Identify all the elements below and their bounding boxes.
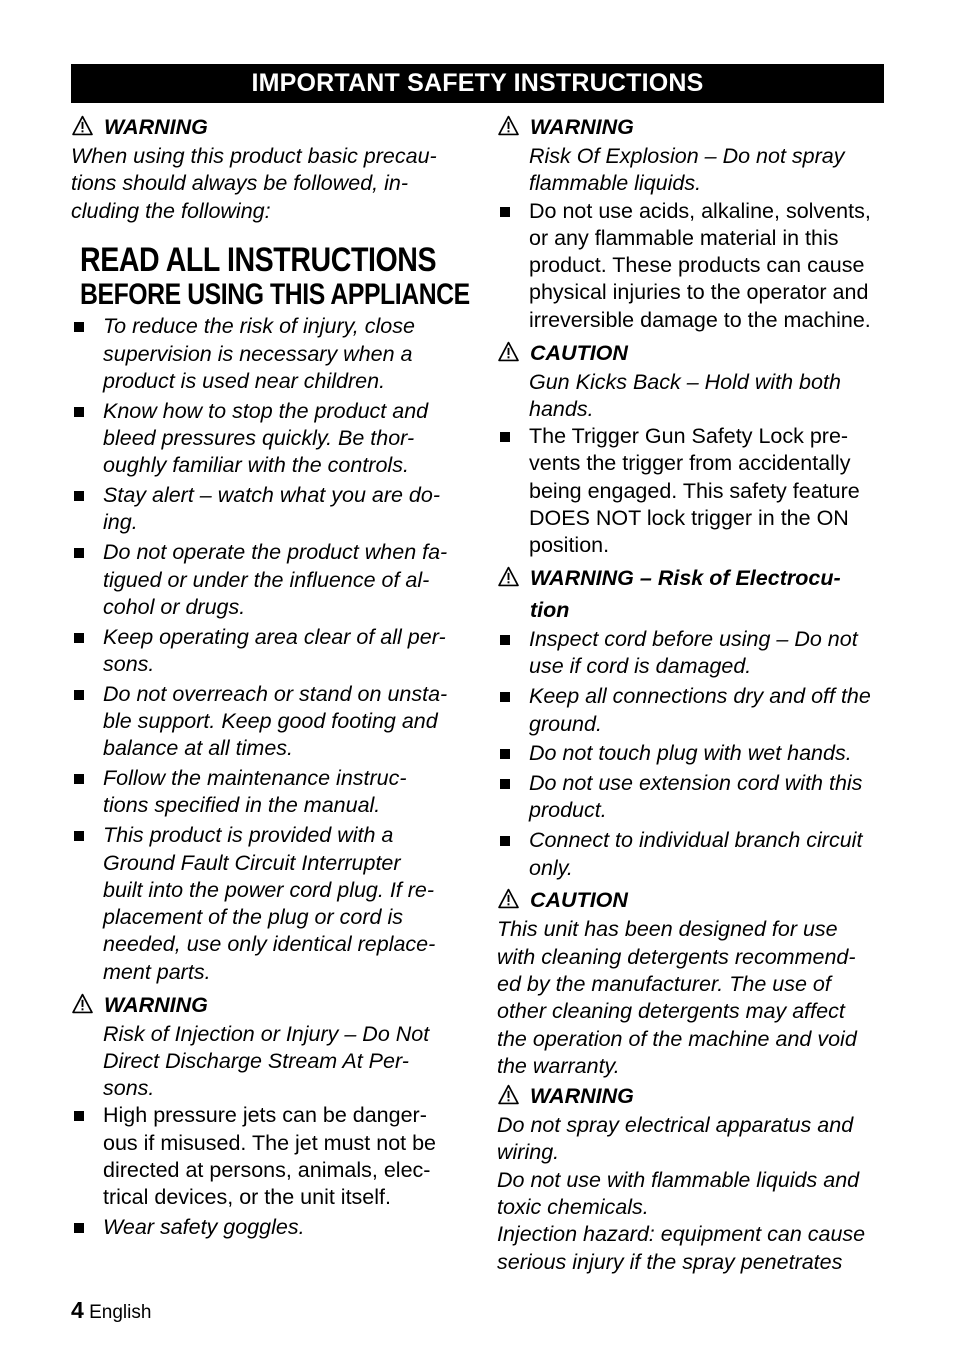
list-item: Do not use extension cord with this product. (497, 770, 889, 825)
square-bullet-icon (500, 836, 510, 846)
warning-heading: WARNING (71, 111, 463, 143)
warning-triangle-icon (498, 115, 519, 136)
square-bullet-icon (500, 692, 510, 702)
page-number: 4 (71, 1297, 84, 1323)
square-bullet-icon (74, 548, 84, 558)
list-item: To reduce the risk of injury, close supervision is necessary when a product is used near children. (71, 313, 463, 395)
warning-heading: WARNING (71, 989, 463, 1021)
footer-language: English (89, 1302, 152, 1323)
intro-paragraph: When using this product basic precau- tions should always be followed, in- cluding the following: (71, 144, 437, 223)
square-bullet-icon (500, 635, 510, 645)
list-item: Do not touch plug with wet hands. (497, 740, 889, 767)
list-item: Connect to individual branch circuit only. (497, 827, 889, 882)
warning-text: Risk Of Explosion – Do not spray flammable liquids. (529, 144, 845, 196)
caution-text: Gun Kicks Back – Hold with both hands. (529, 369, 841, 421)
list-item: Do not operate the product when fa- tigued or under the influence of al- cohol or drugs. (71, 539, 463, 621)
square-bullet-icon (74, 831, 84, 841)
list-item: Know how to stop the product and bleed pressures quickly. Be thor- oughly familiar with the controls. (71, 398, 463, 480)
square-bullet-icon (500, 779, 510, 789)
square-bullet-icon (74, 322, 84, 332)
list-item: Stay alert – watch what you are do- ing. (71, 482, 463, 537)
warning-paragraph: Do not spray electrical apparatus and wiring. Do not use with flammable liquids and toxic chemicals. Injection hazard: equipment can cause serious injury if the spray penetrates (497, 1113, 866, 1274)
list-item: Wear safety goggles. (71, 1214, 463, 1241)
list-item: Do not use acids, alkaline, solvents, or any flammable material in this product. These products can cause physical injuries to the operator and irreversible damage to the machine. (497, 198, 889, 334)
list-item: Keep all connections dry and off the ground. (497, 683, 889, 738)
left-column (71, 111, 470, 1244)
warning-text: Risk of Injection or Injury – Do Not Direct Discharge Stream At Per- sons. (103, 1021, 430, 1101)
warning-triangle-icon (498, 1084, 519, 1105)
list-item: Keep operating area clear of all per- sons. (71, 624, 463, 679)
page-footer (71, 1297, 151, 1326)
warning-triangle-icon (72, 115, 93, 136)
square-bullet-icon (500, 207, 510, 217)
caution-heading: CAUTION (497, 337, 889, 369)
warning-heading: WARNING (497, 1080, 889, 1112)
square-bullet-icon (500, 749, 510, 759)
list-item: High pressure jets can be danger- ous if misused. The jet must not be directed at persons, animals, elec- trical devices, or the unit itself. (71, 1102, 463, 1211)
warning-triangle-icon (498, 341, 519, 362)
warning-triangle-icon (498, 888, 519, 909)
caution-heading: CAUTION (497, 884, 889, 916)
square-bullet-icon (500, 432, 510, 442)
list-item: The Trigger Gun Safety Lock pre- vents the trigger from accidentally being engaged. This safety feature DOES NOT lock trigger in the ON position. (497, 423, 889, 559)
warning-heading: WARNING (497, 111, 889, 143)
electrocution-warning-heading: WARNING – Risk of Electrocu- tion (497, 562, 889, 626)
list-item: Inspect cord before using – Do not use if cord is damaged. (497, 626, 889, 681)
warning-triangle-icon (72, 993, 93, 1014)
warning-triangle-icon (498, 566, 519, 587)
list-item: This product is provided with a Ground Fault Circuit Interrupter built into the power cord plug. If re- placement of the plug or cord is needed, use only identical replace- ment parts. (71, 822, 463, 986)
square-bullet-icon (74, 774, 84, 784)
square-bullet-icon (74, 690, 84, 700)
right-column (497, 111, 889, 1276)
list-item: Follow the maintenance instruc- tions specified in the manual. (71, 765, 463, 820)
list-item: Do not overreach or stand on unsta- ble support. Keep good footing and balance at all times. (71, 681, 463, 763)
caution-paragraph: This unit has been designed for use with cleaning detergents recommend- ed by the manufacturer. The use of other cleaning detergents may affect the operation of the machine and void the warranty. (497, 917, 857, 1078)
read-all-instructions-heading: READ ALL INSTRUCTIONS BEFORE USING THIS APPLIANCE (80, 240, 470, 311)
square-bullet-icon (74, 491, 84, 501)
square-bullet-icon (74, 407, 84, 417)
square-bullet-icon (74, 1111, 84, 1121)
section-title-banner: IMPORTANT SAFETY INSTRUCTIONS (71, 64, 884, 103)
square-bullet-icon (74, 633, 84, 643)
square-bullet-icon (74, 1223, 84, 1233)
